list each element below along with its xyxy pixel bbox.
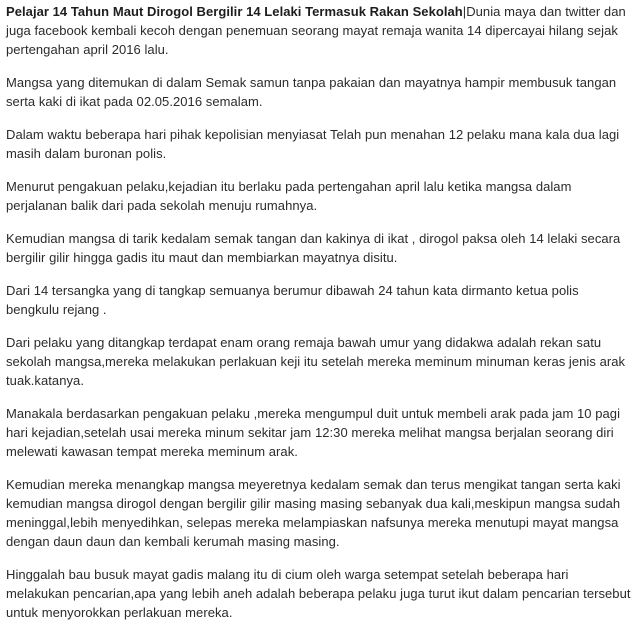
article-paragraph: Mangsa yang ditemukan di dalam Semak samun tanpa pakaian dan mayatnya hampir membusuk tangan serta kaki di ikat pada 02.05.2016 semalam. [6, 75, 617, 109]
article-paragraph: Kemudian mereka menangkap mangsa meyeretnya kedalam semak dan terus mengikat tangan serta kaki kemudian mangsa dirogol dengan bergilir gilir masing masing sebanyak dua kali,meskipun mangsa sudah meninggal,lebih menyedihkan, selepas mereka melampiaskan nafsunya mereka menutupi mayat mangsa dengan daun daun dan kembali kerumah masing masing. [6, 477, 621, 549]
article-intro-paragraph [6, 2, 634, 59]
article-headline: Pelajar 14 Tahun Maut Dirogol Bergilir 14 Lelaki Termasuk Rakan Sekolah [6, 4, 463, 19]
article-paragraph: Kemudian mangsa di tarik kedalam semak tangan dan kakinya di ikat , dirogol paksa oleh 14 lelaki secara bergilir gilir hingga gadis itu maut dan membiarkan mayatnya disitu. [6, 231, 621, 265]
article-body [6, 2, 634, 622]
article-paragraph: Dari pelaku yang ditangkap terdapat enam orang remaja bawah umur yang didakwa adalah rekan satu sekolah mangsa,mereka melakukan perlakuan keji itu setelah mereka meminum minuman keras jenis arak tuak.katanya. [6, 335, 626, 388]
article-paragraph: Menurut pengakuan pelaku,kejadian itu berlaku pada pertengahan april lalu ketika mangsa dalam perjalanan balik dari pada sekolah menuju rumahnya. [6, 179, 572, 213]
article-paragraph: Dari 14 tersangka yang di tangkap semuanya berumur dibawah 24 tahun kata dirmanto ketua polis bengkulu rejang . [6, 283, 579, 317]
article-paragraph: Dalam waktu beberapa hari pihak kepolisian menyiasat Telah pun menahan 12 pelaku mana kala dua lagi masih dalam buronan polis. [6, 127, 620, 161]
article-paragraph: Hinggalah bau busuk mayat gadis malang itu di cium oleh warga setempat setelah beberapa hari melakukan pencarian,apa yang lebih aneh adalah beberapa pelaku juga turut ikut dalam pencarian tersebut untuk menyorokkan perlakuan mereka. [6, 567, 631, 620]
article-paragraph: Manakala berdasarkan pengakuan pelaku ,mereka mengumpul duit untuk membeli arak pada jam 10 pagi hari kejadian,setelah usai mereka minum sekitar jam 12:30 mereka melihat mangsa berjalan seorang diri melewati kawasan tempat mereka meminum arak. [6, 406, 621, 459]
article-intro-text: |Dunia maya dan twitter dan juga facebook kembali kecoh dengan penemuan seorang mayat remaja wanita 14 dipercayai hilang sejak pertengahan april 2016 lalu. [6, 4, 626, 57]
